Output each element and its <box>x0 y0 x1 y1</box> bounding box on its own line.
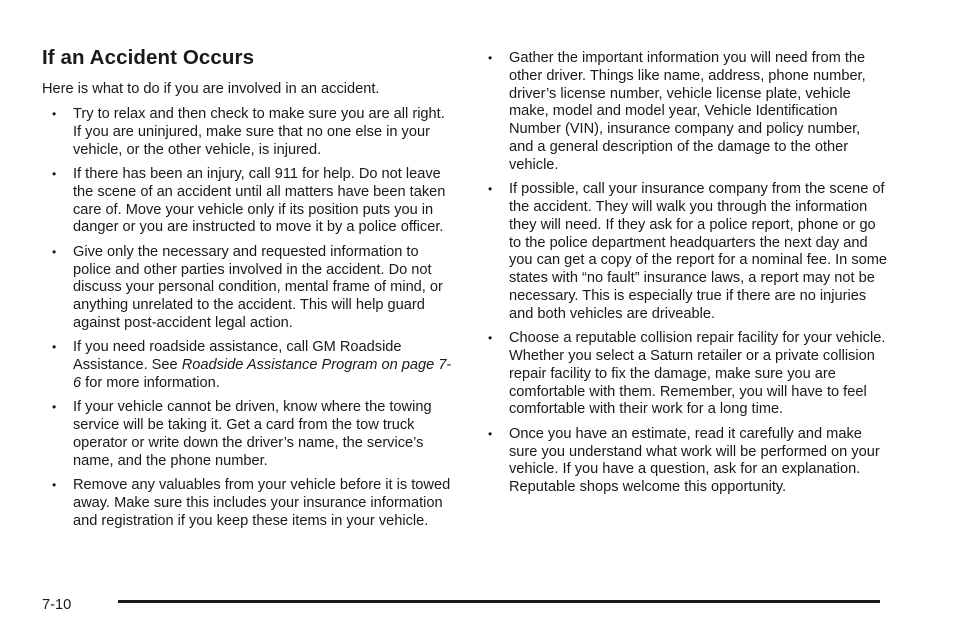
list-item-text <box>73 339 451 391</box>
list-item <box>478 426 888 497</box>
list-item-text: If your vehicle cannot be driven, know where the towing service will be taking it. Get a card from the tow truck operator or write down the driver’s name, the service’s name, and the phone number. <box>73 399 432 469</box>
list-item-text-before: If you need roadside assistance, call GM Roadside Assistance. See <box>73 339 402 374</box>
bullet-icon: • <box>488 426 493 441</box>
list-item <box>478 50 888 175</box>
list-item <box>42 166 454 237</box>
list-item <box>42 339 454 392</box>
cross-reference-link[interactable]: Roadside Assistance Program on page 7-6 <box>73 357 452 391</box>
footer-divider <box>118 600 880 603</box>
bullet-icon: • <box>52 340 57 355</box>
right-column-list <box>478 50 888 504</box>
list-item-text: Once you have an estimate, read it carefully and make sure you understand what work will be performed on your vehicle. If you have a question, ask for an explanation. Reputable shops welcome this opportunity. <box>509 425 880 496</box>
list-item-text: Remove any valuables from your vehicle before it is towed away. Make sure this includes your insurance information and registration if you keep these items in your vehicle. <box>73 477 451 529</box>
bullet-icon: • <box>52 400 57 415</box>
page-title: If an Accident Occurs <box>42 46 255 69</box>
intro-paragraph: Here is what to do if you are involved in an accident. <box>42 81 380 97</box>
bullet-icon: • <box>52 166 57 181</box>
list-item <box>42 477 454 530</box>
list-item <box>478 181 888 323</box>
bullet-icon: • <box>488 51 493 65</box>
bullet-icon: • <box>52 244 57 259</box>
bullet-icon: • <box>488 331 493 346</box>
list-item <box>42 399 454 470</box>
list-item-text-after: for more information. <box>81 374 220 391</box>
list-item-text: Choose a reputable collision repair facility for your vehicle. Whether you select a Saturn retailer or a private collision repair facility to fix the damage, make sure you are comfortable with them. Remember, you will have to feel comfortable with their work for a long time. <box>509 330 886 418</box>
list-item-text: If there has been an injury, call 911 for help. Do not leave the scene of an accident until all matters have been taken care of. Move your vehicle only if its position puts you in danger or you are instructed to move it by a police officer. <box>73 165 446 236</box>
bullet-icon: • <box>52 107 57 121</box>
bullet-icon: • <box>52 478 57 493</box>
list-item-text: Give only the necessary and requested information to police and other parties involved in the accident. Do not discuss your personal condition, mental frame of mind, or anything unrelated to the accident. This will help guard against post-accident legal action. <box>73 243 443 331</box>
left-column-list <box>42 106 454 537</box>
page-number: 7-10 <box>42 597 72 613</box>
list-item-text: If possible, call your insurance company from the scene of the accident. They will walk you through the information they will need. If they ask for a police report, phone or go to the police department headquarters the next day and you can get a copy of the report for a nominal fee. In some states with “no fault” insurance laws, a report may not be necessary. This is especially true if there are no injuries and both vehicles are driveable. <box>509 181 888 322</box>
list-item <box>42 106 454 159</box>
list-item-text: Try to relax and then check to make sure you are all right. If you are uninjured, make sure that no one else in your vehicle, or the other vehicle, is injured. <box>73 106 445 158</box>
list-item <box>42 244 454 333</box>
bullet-icon: • <box>488 182 493 197</box>
list-item-text: Gather the important information you will need from the other driver. Things like name, address, phone number, driver’s license number, vehicle license plate, vehicle make, model and model year, Vehicle Identification Number (VIN), insurance company and policy number, and a general description of the damage to the other vehicle. <box>509 50 866 173</box>
list-item <box>478 330 888 419</box>
